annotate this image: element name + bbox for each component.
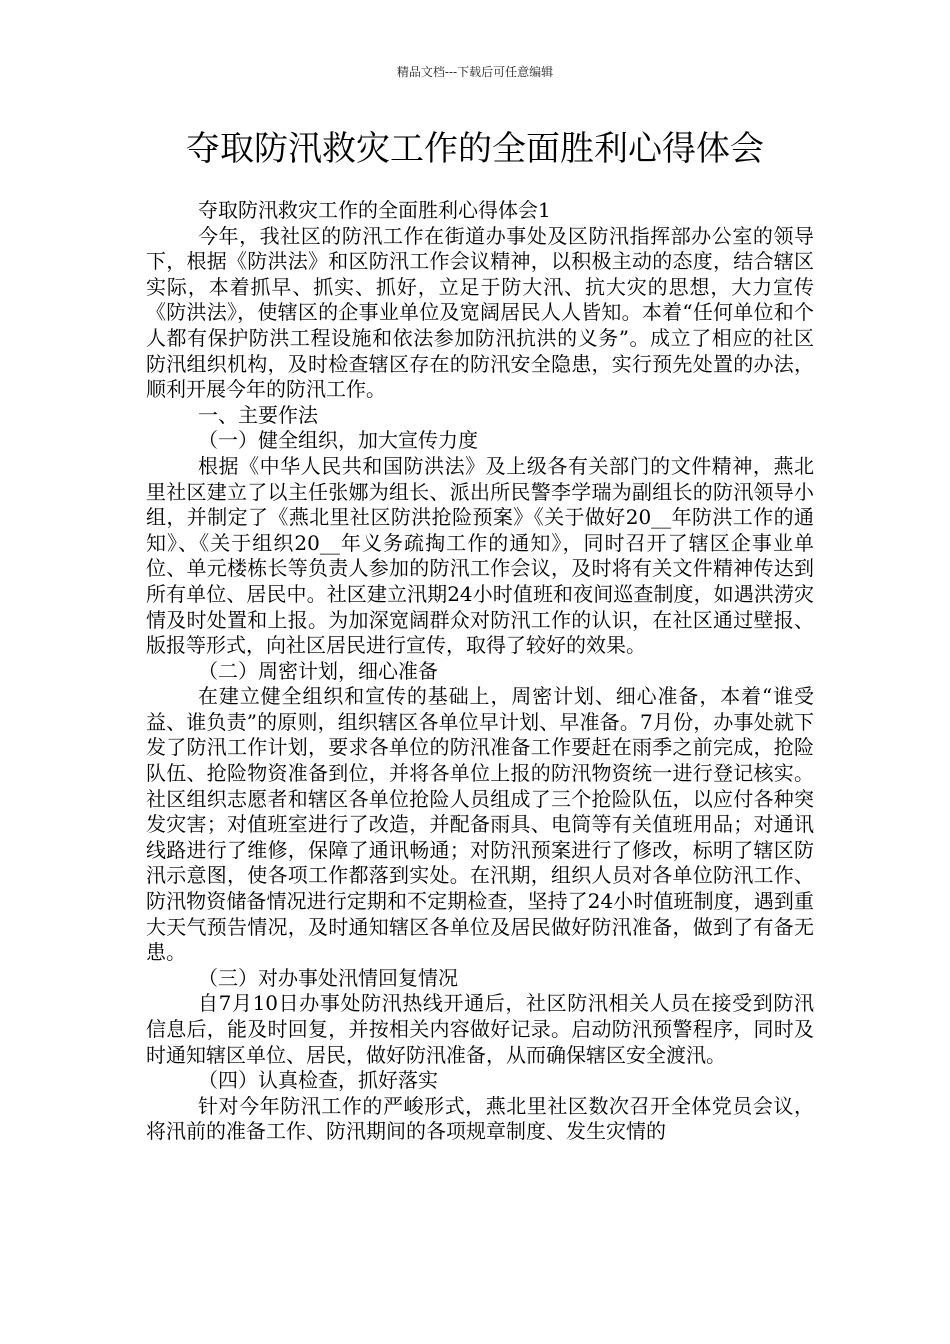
subtitle-paragraph: 夺取防汛救灾工作的全面胜利心得体会1 <box>198 198 551 222</box>
intro-paragraph: 今年，我社区的防汛工作在街道办事处及区防汛指挥部办公室的领导下，根据《防洪法》和区防汛工作会议精神，以积极主动的态度，结合辖区实际，本着抓早、抓实、抓好，立足于防大汛、抗大灾的思想，大力宣传《防洪法》，使辖区的企事业单位及宽阔居民人人皆知。本着“任何单位和个人都有保护防洪工程设施和依法参加防汛抗洪的义务”。成立了相应的社区防汛组织机构，及时检查辖区存在的防汛安全隐患，实行预先处置的办法，顺利开展今年的防汛工作。 <box>146 223 814 402</box>
body-paragraph-3: 自7月10日办事处防汛热线开通后，社区防汛相关人员在接受到防汛信息后，能及时回复，并按相关内容做好记录。启动防汛预警程序，同时及时通知辖区单位、居民，做好防汛准备，从而确保辖区安全渡汛。 <box>146 991 814 1067</box>
subsection-heading-4: （四）认真检查，抓好落实 <box>198 1068 438 1093</box>
subsection-heading-1: （一）健全组织，加大宣传力度 <box>198 428 478 453</box>
body-paragraph-1: 根据《中华人民共和国防洪法》及上级各有关部门的文件精神，燕北里社区建立了以主任张娜为组长、派出所民警李学瑞为副组长的防汛领导小组，并制定了《燕北里社区防洪抢险预案》《关于做好20__年防洪工作的通知》、《关于组织20__年义务疏掏工作的通知》，同时召开了辖区企事业单位、单元楼栋长等负责人参加的防汛工作会议，及时将有关文件精神传达到所有单位、居民中。社区建立汛期24小时值班和夜间巡查制度，如遇洪涝灾情及时处置和上报。为加深宽阔群众对防汛工作的认识，在社区通过壁报、版报等形式，向社区居民进行宣传，取得了较好的效果。 <box>146 453 814 658</box>
subsection-heading-3: （三）对办事处汛情回复情况 <box>198 965 458 990</box>
subsection-heading-2: （二）周密计划，细心准备 <box>198 658 438 683</box>
document-body <box>146 198 814 1145</box>
document-title: 夺取防汛救灾工作的全面胜利心得体会 <box>186 129 764 169</box>
body-paragraph-4: 针对今年防汛工作的严峻形式，燕北里社区数次召开全体党员会议，将汛前的准备工作、防汛期间的各项规章制度、发生灾情的 <box>146 1093 814 1144</box>
page-header-watermark: 精品文档---下载后可任意编辑 <box>396 65 554 79</box>
body-paragraph-2: 在建立健全组织和宣传的基础上，周密计划、细心准备，本着“谁受益、谁负责”的原则，组织辖区各单位早计划、早准备。7月份，办事处就下发了防汛工作计划，要求各单位的防汛准备工作要赶在雨季之前完成，抢险队伍、抢险物资准备到位，并将各单位上报的防汛物资统一进行登记核实。社区组织志愿者和辖区各单位抢险人员组成了三个抢险队伍，以应付各种突发灾害；对值班室进行了改造，并配备雨具、电筒等有关值班用品；对通讯线路进行了维修，保障了通讯畅通；对防汛预案进行了修改，标明了辖区防汛示意图，使各项工作都落到实处。在汛期，组织人员对各单位防汛工作、防汛物资储备情况进行定期和不定期检查，坚持了24小时值班制度，遇到重大天气预告情况，及时通知辖区各单位及居民做好防汛准备，做到了有备无患。 <box>146 684 814 965</box>
section-heading-main-methods: 一、主要作法 <box>198 402 318 427</box>
